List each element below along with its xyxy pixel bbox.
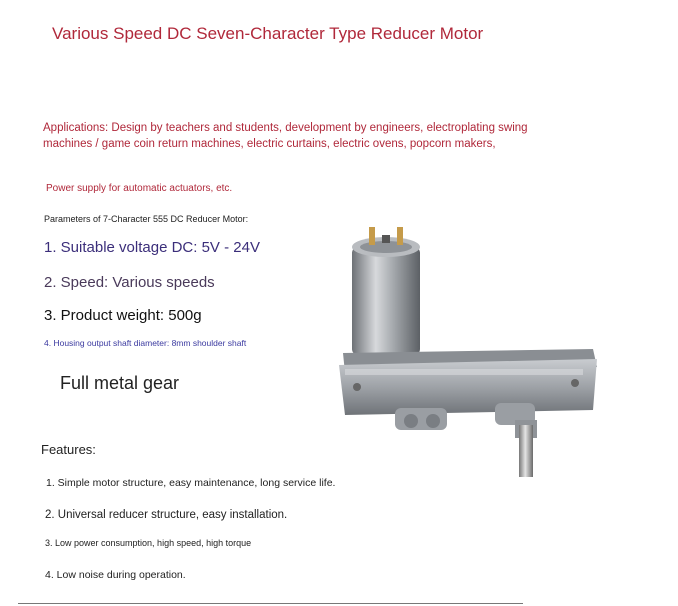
applications-line-2: machines / game coin return machines, electric curtains, electric ovens, popcorn makers, — [43, 138, 496, 150]
page-title: Various Speed DC Seven-Character Type Reducer Motor — [52, 24, 484, 43]
parameter-voltage: 1. Suitable voltage DC: 5V - 24V — [44, 239, 260, 256]
parameter-shaft: 4. Housing output shaft diameter: 8mm shoulder shaft — [44, 338, 247, 348]
feature-item: 3. Low power consumption, high speed, high torque — [45, 538, 252, 548]
parameters-heading: Parameters of 7-Character 555 DC Reducer Motor: — [44, 214, 249, 224]
bottom-divider — [18, 603, 523, 604]
feature-item: 4. Low noise during operation. — [45, 569, 186, 581]
parameter-weight: 3. Product weight: 500g — [44, 307, 202, 324]
applications-line-3: Power supply for automatic actuators, etc. — [46, 183, 233, 194]
motor-image — [335, 225, 605, 480]
applications-line-1: Applications: Design by teachers and students, development by engineers, electroplating swing — [43, 122, 528, 134]
features-heading: Features: — [41, 442, 96, 457]
feature-item: 1. Simple motor structure, easy maintenance, long service life. — [46, 477, 336, 489]
feature-item: 2. Universal reducer structure, easy installation. — [45, 509, 288, 521]
parameter-speed: 2. Speed: Various speeds — [44, 274, 215, 291]
gear-label: Full metal gear — [60, 373, 180, 393]
